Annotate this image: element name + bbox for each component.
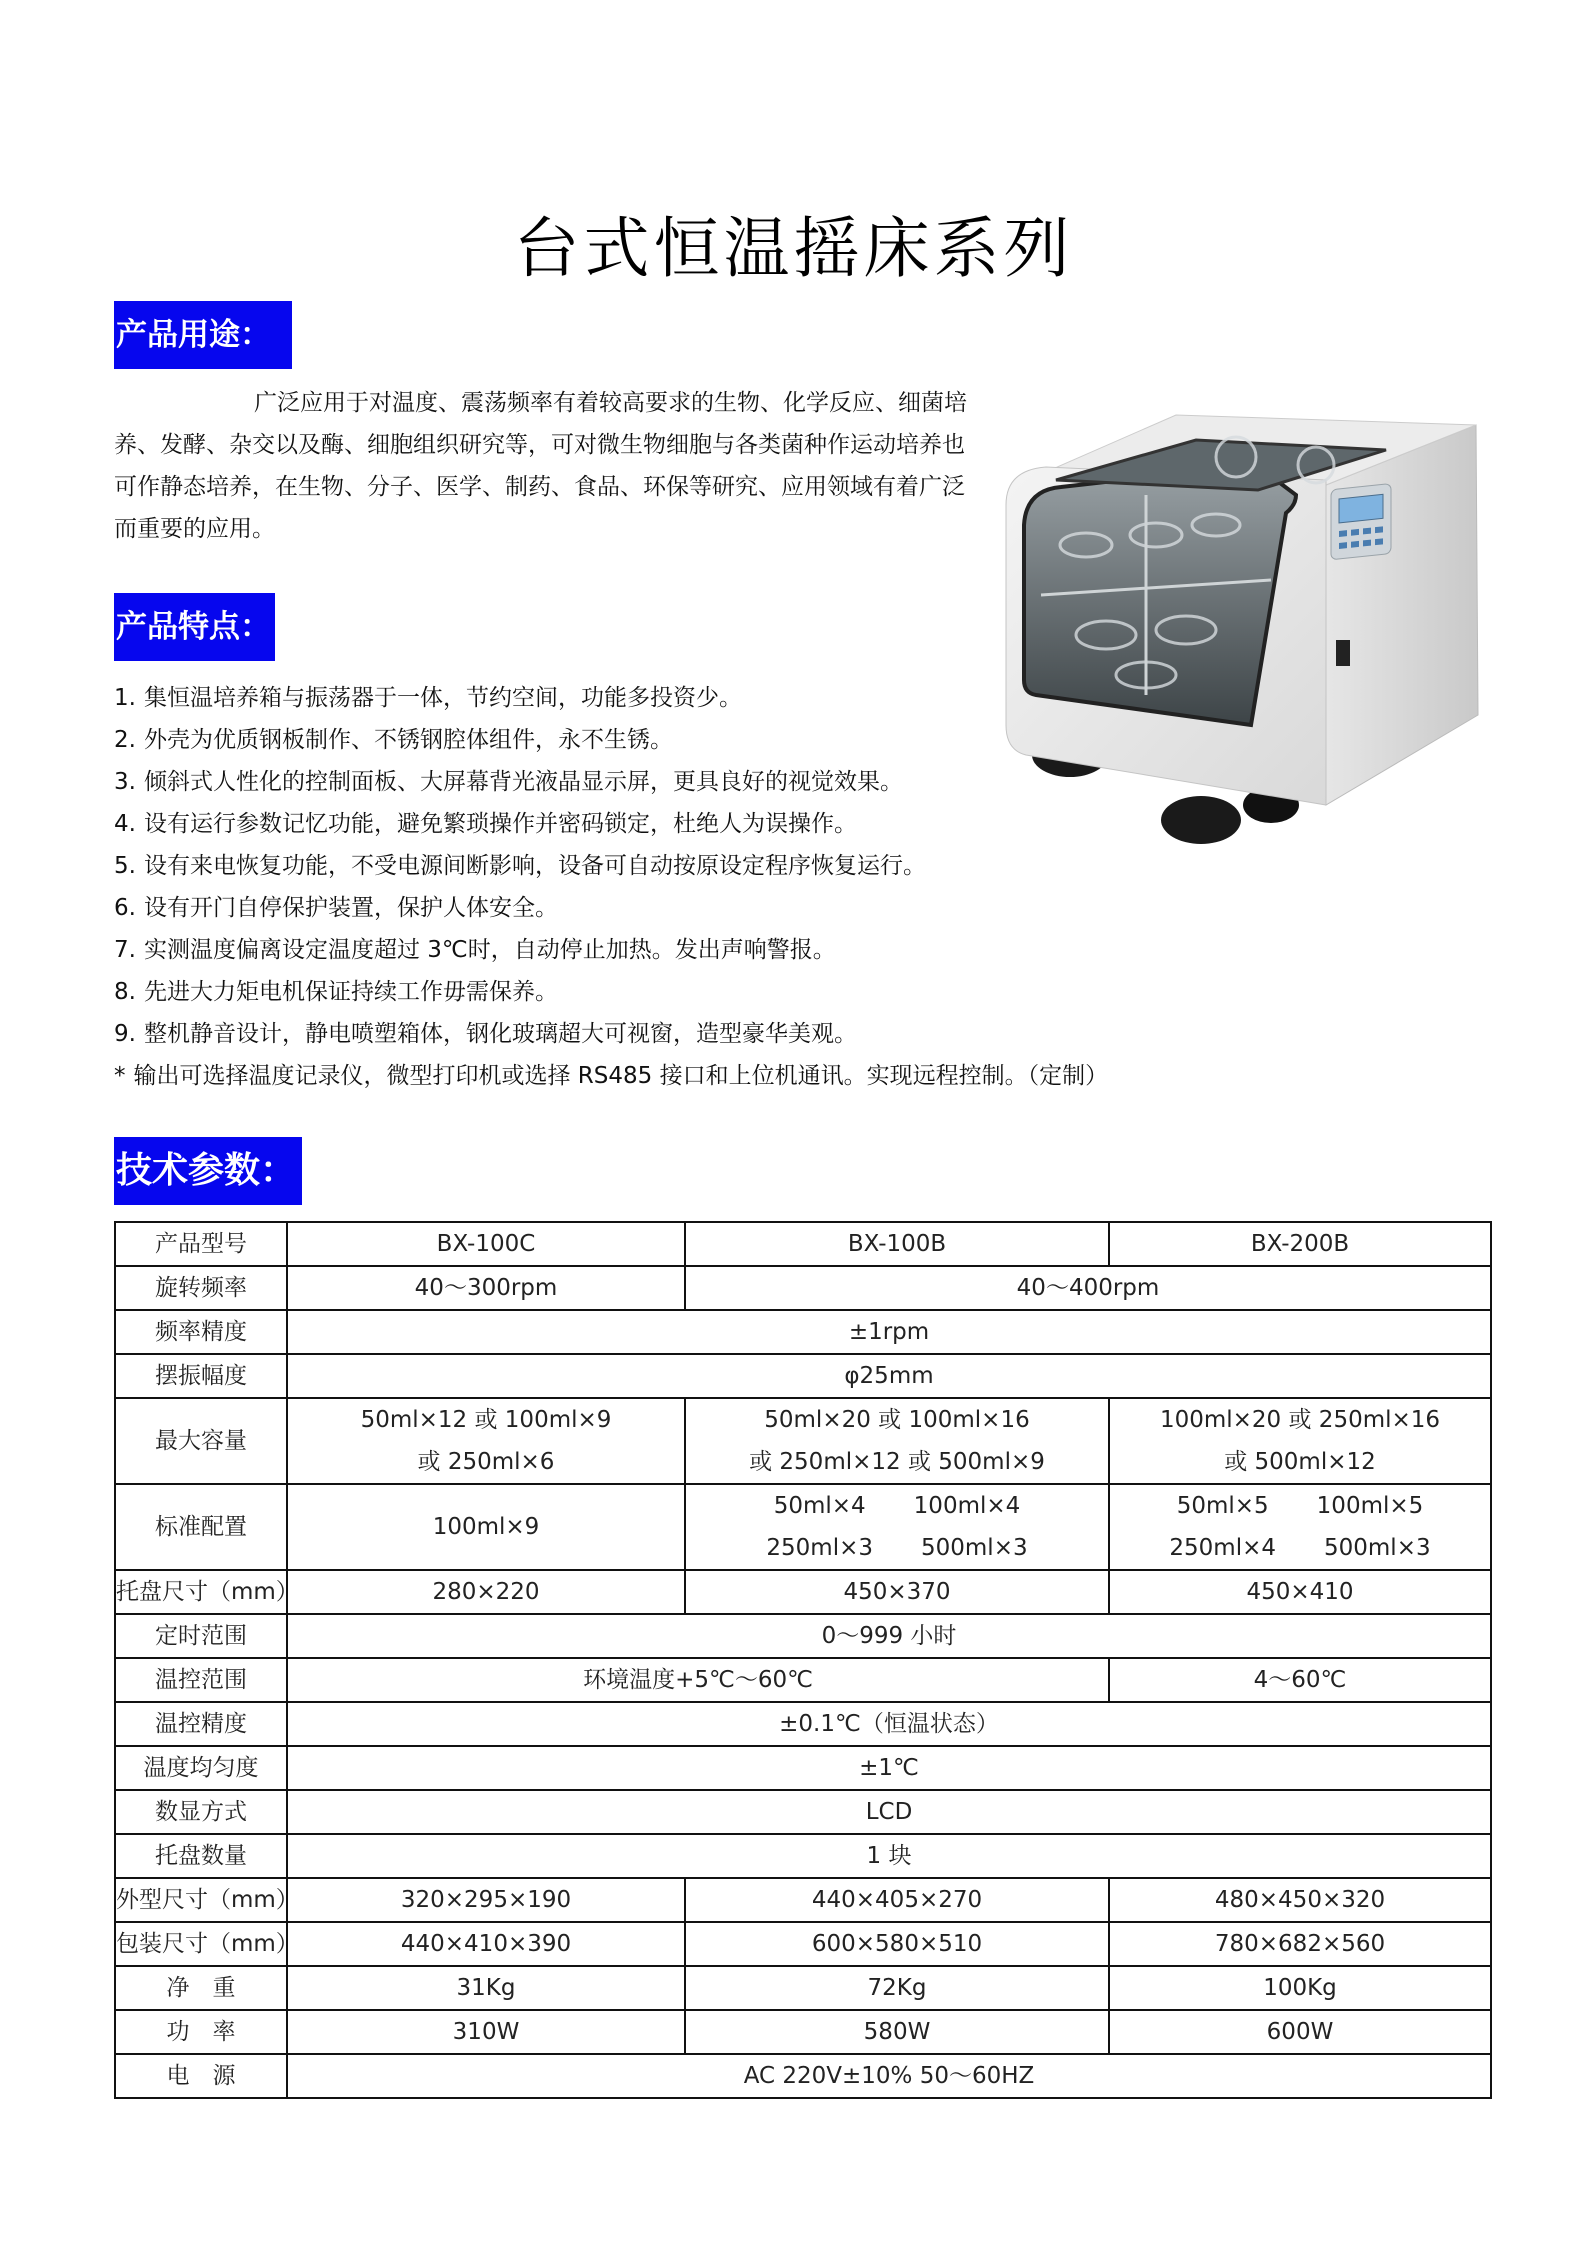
cell: 450×370 [685,1570,1109,1614]
cell: 1 块 [287,1834,1491,1878]
table-row [115,1658,1491,1702]
cell: 580W [685,2010,1109,2054]
foot [1161,796,1241,844]
table-row [115,1790,1491,1834]
row-label: 托盘尺寸（mm） [115,1570,287,1614]
cell: 600W [1109,2010,1491,2054]
feature-number: 8. [114,979,136,1005]
usage-text: 广泛应用于对温度、震荡频率有着较高要求的生物、化学反应、细菌培养、发酵、杂交以及酶、细胞组织研究等，可对微生物细胞与各类菌种作运动培养也可作静态培养，在生物、分子、医学、制药、食品、环保等研究、应用领域有着广泛而重要的应用。 [114,390,967,542]
product-image [996,395,1486,855]
feature-number: 3. [114,769,136,795]
table-row [115,1878,1491,1922]
row-label: 标准配置 [115,1484,287,1570]
table-row [115,1834,1491,1878]
feature-number: 4. [114,811,136,837]
cell: 310W [287,2010,685,2054]
row-label: 产品型号 [115,1222,287,1266]
lcd-screen [1339,494,1383,523]
cell: 280×220 [287,1570,685,1614]
row-label: 外型尺寸（mm） [115,1878,287,1922]
table-row [115,1398,1491,1484]
table-row [115,1702,1491,1746]
cell-line: 或 250ml×12 或 500ml×9 [749,1449,1045,1475]
table-row [115,1354,1491,1398]
tech-heading: 技术参数： [114,1137,302,1205]
feature-text: 先进大力矩电机保证持续工作毋需保养。 [143,979,558,1005]
cell [1109,1484,1491,1570]
feature-number: 6. [114,895,136,921]
table-row [115,1222,1491,1266]
row-label: 数显方式 [115,1790,287,1834]
cell: ±0.1℃（恒温状态） [287,1702,1491,1746]
config-item: 100ml×5 [1316,1493,1424,1519]
row-label: 温控精度 [115,1702,287,1746]
cell: ±1rpm [287,1310,1491,1354]
feature-number: * [114,1063,126,1089]
table-row [115,1746,1491,1790]
table-row [115,2010,1491,2054]
table-row [115,1310,1491,1354]
table-row [115,1614,1491,1658]
cell-line [686,1485,1108,1527]
row-label: 定时范围 [115,1614,287,1658]
cell [1109,1398,1491,1484]
cell: 40～300rpm [287,1266,685,1310]
cell: LCD [287,1790,1491,1834]
cell: 31Kg [287,1966,685,2010]
cell: BX-100B [685,1222,1109,1266]
config-item: 500ml×3 [1324,1535,1431,1561]
feature-text: 设有来电恢复功能，不受电源间断影响，设备可自动按原设定程序恢复运行。 [143,853,926,879]
usage-paragraph [114,382,969,550]
config-item: 250ml×4 [1169,1535,1276,1561]
row-label: 电 源 [115,2054,287,2098]
table-row [115,1266,1491,1310]
config-item: 50ml×4 [773,1493,866,1519]
feature-text: 外壳为优质钢板制作、不锈钢腔体组件，永不生锈。 [143,727,673,753]
cell: 100ml×9 [287,1484,685,1570]
feature-text: 倾斜式人性化的控制面板、大屏幕背光液晶显示屏，更具良好的视觉效果。 [143,769,903,795]
table-row [115,1922,1491,1966]
row-label: 功 率 [115,2010,287,2054]
feature-number: 1. [114,685,136,711]
cell: 0～999 小时 [287,1614,1491,1658]
spec-table [114,1221,1492,2099]
row-label: 温度均匀度 [115,1746,287,1790]
cell: 440×410×390 [287,1922,685,1966]
table-row [115,2054,1491,2098]
cell: φ25mm [287,1354,1491,1398]
feature-item [114,1055,1264,1097]
cell-line [686,1527,1108,1569]
row-label: 旋转频率 [115,1266,287,1310]
feature-text: 设有运行参数记忆功能，避免繁琐操作并密码锁定，杜绝人为误操作。 [143,811,857,837]
cell-line: 或 250ml×6 [417,1449,555,1475]
feature-text: 设有开门自停保护装置，保护人体安全。 [143,895,558,921]
cell: 440×405×270 [685,1878,1109,1922]
usage-heading: 产品用途： [114,301,292,369]
cell: 100Kg [1109,1966,1491,2010]
side-handle [1336,640,1350,666]
page-title: 台式恒温摇床系列 [513,210,1074,287]
table-row [115,1570,1491,1614]
config-item: 100ml×4 [913,1493,1021,1519]
feature-text: 实测温度偏离设定温度超过 3℃时，自动停止加热。发出声响警报。 [143,937,836,963]
feature-item [114,929,1264,971]
cell: 600×580×510 [685,1922,1109,1966]
features-heading: 产品特点： [114,593,275,661]
cell-line: 100ml×20 或 250ml×16 [1159,1407,1441,1433]
side-panel [1326,425,1478,805]
feature-number: 9. [114,1021,136,1047]
cell: 4～60℃ [1109,1658,1491,1702]
row-label: 频率精度 [115,1310,287,1354]
table-row [115,1966,1491,2010]
feature-item [114,1013,1264,1055]
cell: 480×450×320 [1109,1878,1491,1922]
cell: 320×295×190 [287,1878,685,1922]
feature-number: 5. [114,853,136,879]
cell: BX-100C [287,1222,685,1266]
cell [685,1484,1109,1570]
feature-item [114,887,1264,929]
feature-number: 7. [114,937,136,963]
config-item: 50ml×5 [1176,1493,1269,1519]
cell: ±1℃ [287,1746,1491,1790]
cell-line: 50ml×20 或 100ml×16 [764,1407,1030,1433]
cell-line [1110,1485,1490,1527]
cell: 环境温度+5℃～60℃ [287,1658,1109,1702]
feature-item [114,971,1264,1013]
cell-line: 50ml×12 或 100ml×9 [360,1407,612,1433]
row-label: 摆振幅度 [115,1354,287,1398]
table-row [115,1484,1491,1570]
row-label: 温控范围 [115,1658,287,1702]
feature-text: 集恒温培养箱与振荡器于一体，节约空间，功能多投资少。 [143,685,742,711]
config-item: 500ml×3 [921,1535,1028,1561]
row-label: 最大容量 [115,1398,287,1484]
cell: AC 220V±10% 50～60HZ [287,2054,1491,2098]
row-label: 包装尺寸（mm） [115,1922,287,1966]
cell [287,1398,685,1484]
feature-number: 2. [114,727,136,753]
cell-line [1110,1527,1490,1569]
row-label: 托盘数量 [115,1834,287,1878]
cell-line: 或 500ml×12 [1224,1449,1376,1475]
cell: 40～400rpm [685,1266,1491,1310]
cell: 780×682×560 [1109,1922,1491,1966]
cell: 72Kg [685,1966,1109,2010]
cell [685,1398,1109,1484]
feature-text: 整机静音设计，静电喷塑箱体，钢化玻璃超大可视窗，造型豪华美观。 [143,1021,857,1047]
cell: 450×410 [1109,1570,1491,1614]
row-label: 净 重 [115,1966,287,2010]
cell: BX-200B [1109,1222,1491,1266]
config-item: 250ml×3 [766,1535,873,1561]
feature-text: 输出可选择温度记录仪，微型打印机或选择 RS485 接口和上位机通讯。实现远程控制。（定制） [133,1063,1109,1089]
